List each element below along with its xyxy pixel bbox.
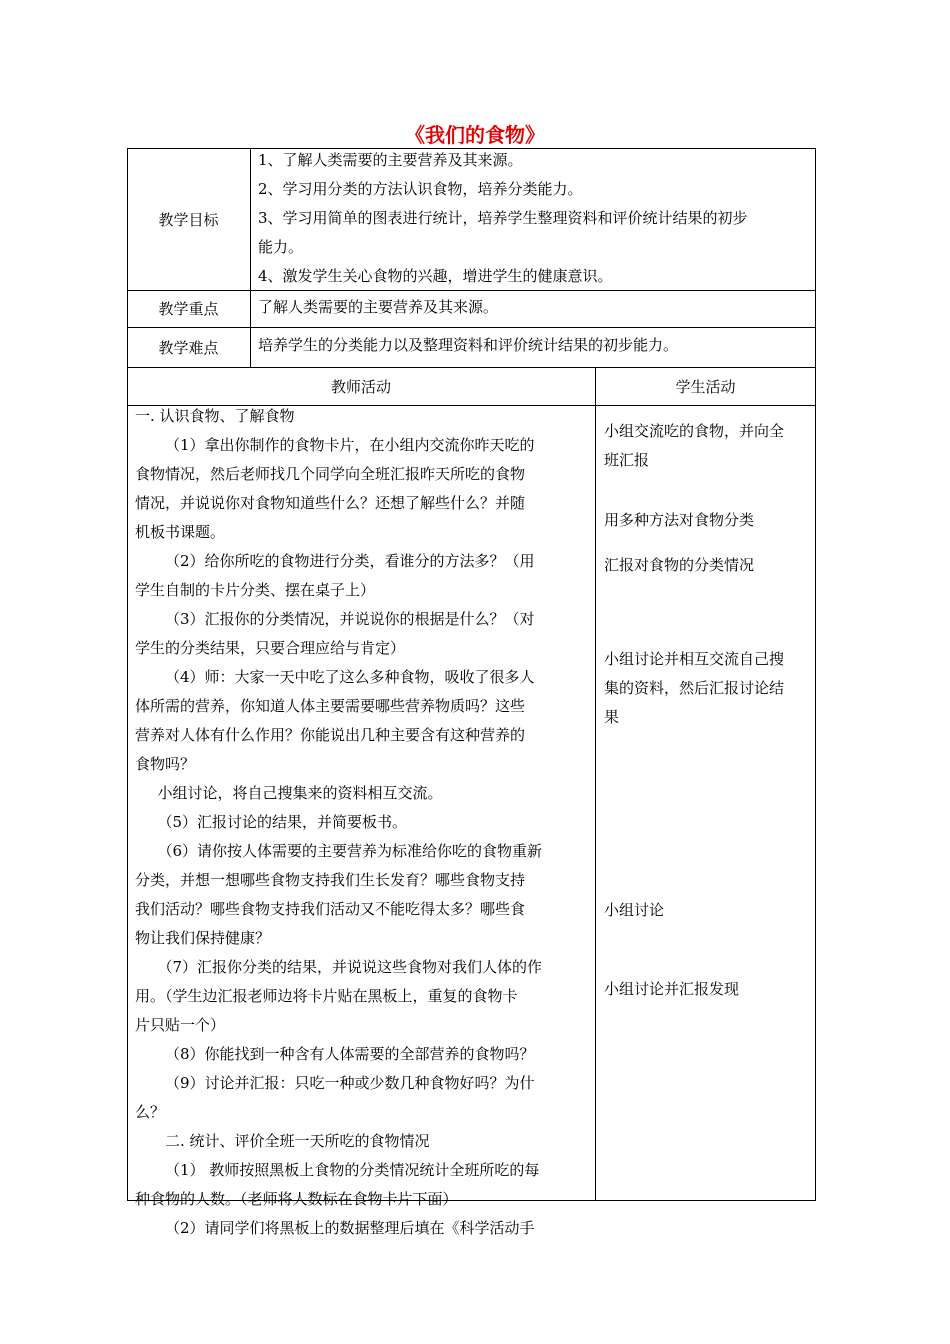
difficulty-text: 培养学生的分类能力以及整理资料和评价统计结果的初步能力。 [258, 336, 679, 354]
teacher-line: （8）你能找到一种含有人体需要的全部营养的食物吗？ [165, 1045, 535, 1063]
teacher-line: 体所需的营养，你知道人体主要需要哪些营养物质吗？这些 [135, 697, 526, 715]
teacher-line: （1） 教师按照黑板上食物的分类情况统计全班所吃的每 [165, 1161, 540, 1179]
teacher-line: 营养对人体有什么作用？你能说出几种主要含有这种营养的 [135, 726, 526, 744]
teacher-line: 食物情况，然后老师找几个同学向全班汇报昨天所吃的食物 [135, 465, 526, 483]
document-title: 《我们的食物》 [405, 123, 545, 147]
difficulty-label: 教学难点 [158, 338, 219, 357]
teacher-line: 片只贴一个） [135, 1016, 226, 1034]
student-line: 小组讨论并相互交流自己搜 [604, 650, 785, 668]
teacher-line: 我们活动？哪些食物支持我们活动又不能吃得太多？哪些食 [135, 900, 526, 918]
teacher-line: 机板书课题。 [135, 523, 226, 541]
student-activity-1 [604, 417, 814, 475]
objectives-list [258, 146, 814, 291]
student-activity-2 [604, 506, 814, 535]
teacher-line: （9）讨论并汇报：只吃一种或少数几种食物好吗？为什 [165, 1074, 535, 1092]
student-activity-header: 学生活动 [675, 377, 736, 396]
teacher-line: （7）汇报你分类的结果，并说说这些食物对我们人体的作 [157, 958, 543, 976]
student-activity-5 [604, 896, 814, 925]
teacher-line: （1）拿出你制作的食物卡片，在小组内交流你昨天吃的 [165, 436, 535, 454]
teacher-line: 种食物的人数。（老师将人数标在食物卡片下面） [135, 1190, 458, 1208]
student-line: 果 [604, 708, 620, 726]
key-point-text: 了解人类需要的主要营养及其来源。 [258, 298, 499, 316]
student-activity-6 [604, 975, 814, 1004]
student-line: 小组讨论 [604, 901, 665, 919]
teacher-line: 学生的分类结果，只要合理应给与肯定） [135, 639, 406, 657]
teacher-line: 食物吗？ [135, 755, 196, 773]
objective-item: 4、激发学生关心食物的兴趣，增进学生的健康意识。 [258, 267, 613, 285]
student-line: 集的资料，然后汇报讨论结 [604, 679, 785, 697]
col-divider [595, 367, 596, 1201]
teacher-line: 物让我们保持健康？ [135, 929, 271, 947]
objective-item: 3、学习用简单的图表进行统计，培养学生整理资料和评价统计结果的初步 [258, 209, 748, 227]
student-line: 班汇报 [604, 451, 650, 469]
teacher-line: 一. 认识食物、了解食物 [135, 407, 295, 425]
student-line: 汇报对食物的分类情况 [604, 556, 755, 574]
teacher-line: 分类，并想一想哪些食物支持我们生长发育？哪些食物支持 [135, 871, 526, 889]
objective-item: 能力。 [258, 238, 304, 256]
teacher-activity-header: 教师活动 [330, 377, 391, 396]
teacher-line: 学生自制的卡片分类、摆在桌子上） [135, 581, 376, 599]
objectives-label: 教学目标 [158, 210, 219, 229]
student-line: 用多种方法对食物分类 [604, 511, 755, 529]
teacher-line: 二. 统计、评价全班一天所吃的食物情况 [165, 1132, 430, 1150]
student-line: 小组讨论并汇报发现 [604, 980, 740, 998]
teacher-line: 么？ [135, 1103, 166, 1121]
teacher-line: （3）汇报你的分类情况，并说说你的根据是什么？（对 [165, 610, 535, 628]
teacher-line: （4）师：大家一天中吃了这么多种食物，吸收了很多人 [165, 668, 535, 686]
objective-item: 1、了解人类需要的主要营养及其来源。 [258, 151, 523, 169]
teacher-line: （6）请你按人体需要的主要营养为标准给你吃的食物重新 [157, 842, 543, 860]
teacher-line: 情况，并说说你对食物知道些什么？还想了解些什么？并随 [135, 494, 526, 512]
teacher-line: （2）请同学们将黑板上的数据整理后填在《科学活动手 [165, 1219, 535, 1237]
teacher-line: 用。（学生边汇报老师边将卡片贴在黑板上，重复的食物卡 [135, 987, 518, 1005]
teacher-line: （5）汇报讨论的结果，并简要板书。 [157, 813, 408, 831]
objective-item: 2、学习用分类的方法认识食物，培养分类能力。 [258, 180, 583, 198]
student-line: 小组交流吃的食物，并向全 [604, 422, 785, 440]
teacher-line: （2）给你所吃的食物进行分类，看谁分的方法多？（用 [165, 552, 535, 570]
teacher-activities [135, 402, 590, 1243]
student-activity-4 [604, 645, 814, 732]
student-activity-3 [604, 551, 814, 580]
col-divider [250, 148, 251, 367]
key-point-label: 教学重点 [158, 300, 219, 318]
teacher-line: 小组讨论，将自己搜集来的资料相互交流。 [157, 784, 443, 802]
